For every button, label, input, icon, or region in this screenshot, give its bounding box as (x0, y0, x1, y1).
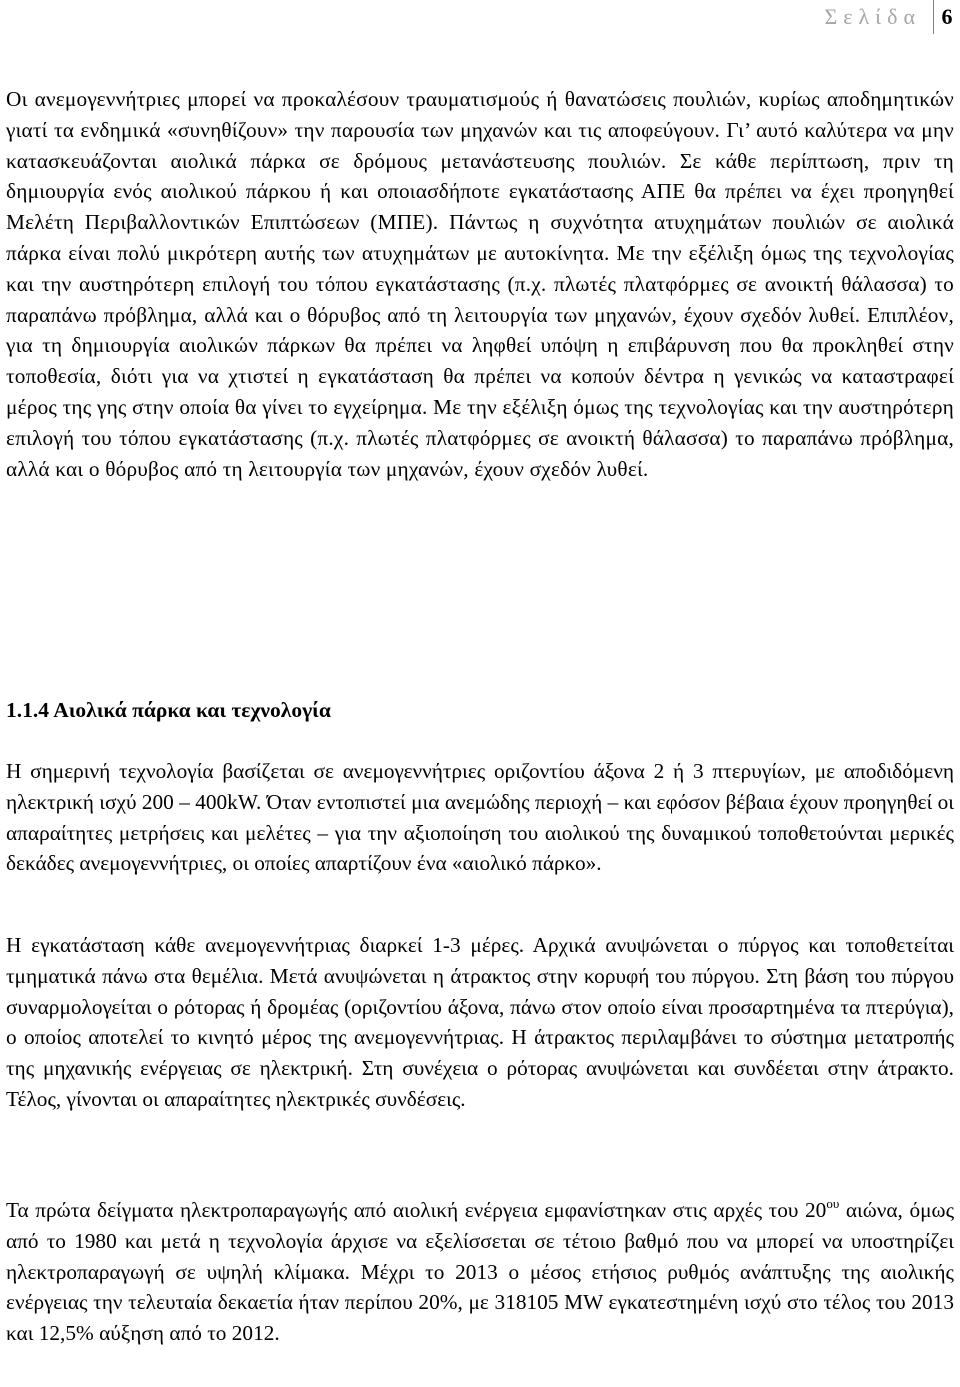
section-heading (6, 698, 331, 723)
section-number: 1.1.4 (6, 698, 49, 722)
ordinal-superscript: ου (826, 1196, 840, 1211)
document-body (6, 84, 954, 1346)
page-header (824, 0, 960, 34)
paragraph-technology: Η σημερινή τεχνολογία βασίζεται σε ανεμογεννήτριες οριζοντίου άξονα 2 ή 3 πτερυγίων, με αποδιδόμενη ηλεκτρική ισχύ 200 – 400kW. Όταν εντοπιστεί μια ανεμώδης περιοχή – και εφόσον βέβαια έχουν προηγηθεί οι απαραίτητες μετρήσεις και μελέτες – για την αξιοποίηση του αιολικού της δυναμικού τοποθετούνται μερικές δεκάδες ανεμογεννήτριες, οι οποίες απαρτίζουν ένα «αιολικό πάρκο». (6, 759, 954, 876)
section-title: Αιολικά πάρκα και τεχνολογία (53, 698, 331, 722)
paragraph-history-text-b: αιώνα, όμως από το 1980 και μετά η τεχνολογία άρχισε να εξελίσσεται σε τέτοιο βαθμό που να μπορεί να υποστηρίζει ηλεκτροπαραγωγή σε υψηλή κλίμακα. Μέχρι το 2013 ο μέσος ετήσιος ρυθμός ανάπτυξης της αιολικής ενέργειας την τελευταία δεκαετία ήταν περίπου 20%, με 318105 MW εγκατεστημένη ισχύ στο τέλος του 2013 και 12,5% αύξηση από το 2012. (6, 1198, 954, 1346)
page-number: 6 (941, 4, 953, 29)
paragraph-birds-impact: Οι ανεμογεννήτριες μπορεί να προκαλέσουν τραυματισμούς ή θανατώσεις πουλιών, κυρίως αποδημητικών γιατί τα ενδημικά «συνηθίζουν» την παρουσία των μηχανών και τις αποφεύγουν. Γι’ αυτό καλύτερα να μην κατασκευάζονται αιολικά πάρκα σε δρόμους μετανάστευσης πουλιών. Σε κάθε περίπτωση, πριν τη δημιουργία ενός αιολικού πάρκου ή και οποιασδήποτε εγκατάστασης ΑΠΕ θα πρέπει να έχει προηγηθεί Μελέτη Περιβαλλοντικών Επιπτώσεων (ΜΠΕ). Πάντως η συχνότητα ατυχημάτων πουλιών σε αιολικά πάρκα είναι πολύ μικρότερη αυτής των ατυχημάτων με αυτοκίνητα. Με την εξέλιξη όμως της τεχνολογίας και την αυστηρότερη επιλογή του τόπου εγκατάστασης (π.χ. πλωτές πλατφόρμες σε ανοικτή θάλασσα) το παραπάνω πρόβλημα, αλλά και ο θόρυβος από τη λειτουργία των μηχανών, έχουν σχεδόν λυθεί. Επιπλέον, για τη δημιουργία αιολικών πάρκων θα πρέπει να ληφθεί υπόψη η επιβάρυνση που θα προκληθεί στην τοποθεσία, διότι για να χτιστεί η εγκατάσταση θα πρέπει να κοπούν δέντρα η γενικώς να καταστραφεί μέρος της γης στην οποία θα γίνει το εγχείρημα. Με την εξέλιξη όμως της τεχνολογίας και την αυστηρότερη επιλογή του τόπου εγκατάστασης (π.χ. πλωτές πλατφόρμες σε ανοικτή θάλασσα) το παραπάνω πρόβλημα, αλλά και ο θόρυβος από τη λειτουργία των μηχανών, έχουν σχεδόν λυθεί. (6, 87, 954, 481)
paragraph-history (6, 1195, 954, 1349)
page-header-label: Σελίδα (824, 4, 921, 29)
paragraph-installation: Η εγκατάσταση κάθε ανεμογεννήτριας διαρκεί 1-3 μέρες. Αρχικά ανυψώνεται ο πύργος και τοποθετείται τμηματικά πάνω στα θεμέλια. Μετά ανυψώνεται η άτρακτος στην κορυφή του πύργου. Στη βάση του πύργου συναρμολογείται ο ρότορας ή δρομέας (οριζοντίου άξονα, πάνω στον οποίο είναι προσαρτημένα τα πτερύγια), ο οποίος αποτελεί το κινητό μέρος της ανεμογεννήτριας. Η άτρακτος περιλαμβάνει το σύστημα μετατροπής της μηχανικής ενέργειας σε ηλεκτρική. Στη συνέχεια ο ρότορας ανυψώνεται και συνδέεται στην άτρακτο. Τέλος, γίνονται οι απαραίτητες ηλεκτρικές συνδέσεις. (6, 933, 954, 1111)
paragraph-history-text-a: Τα πρώτα δείγματα ηλεκτροπαραγωγής από αιολική ενέργεια εμφανίστηκαν στις αρχές του 20 (6, 1198, 827, 1222)
